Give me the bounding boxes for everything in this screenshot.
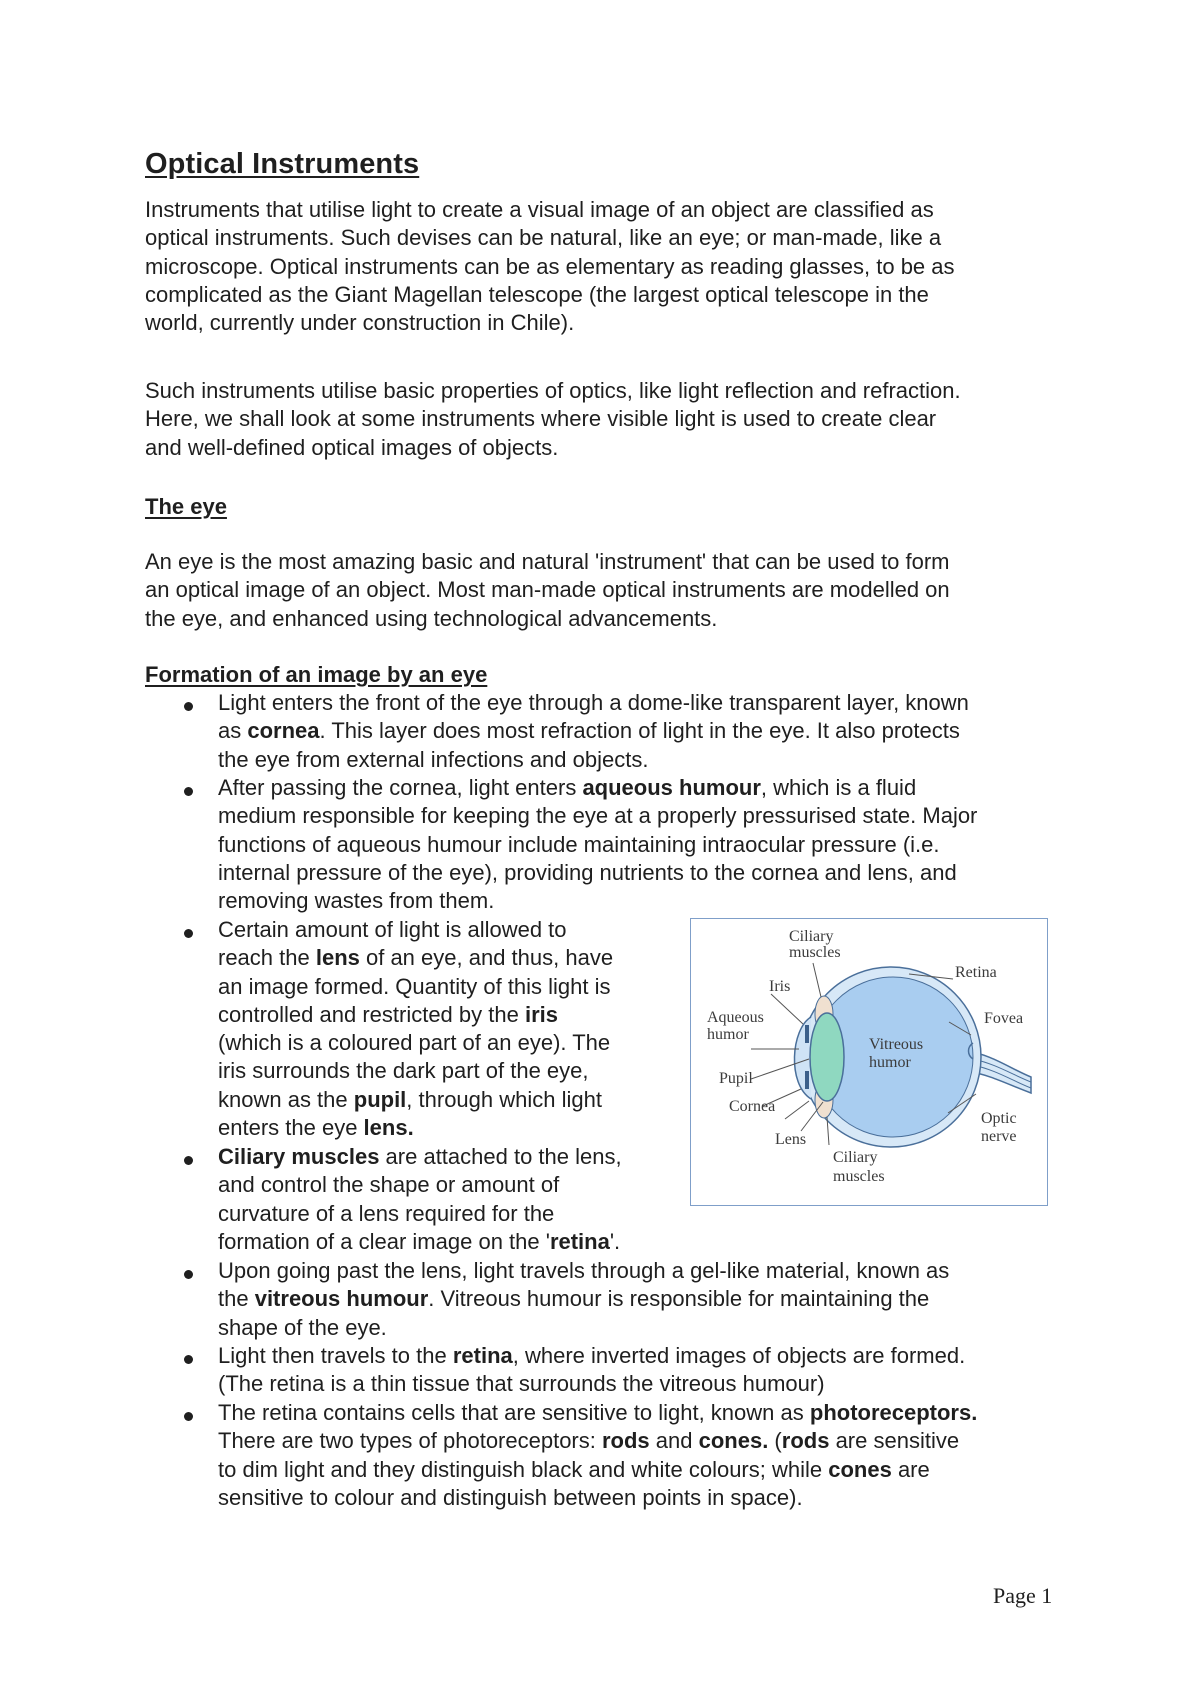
term-aqueous-humour: aqueous humour bbox=[582, 775, 761, 800]
text: as bbox=[218, 718, 248, 744]
term-lens: lens. bbox=[363, 1115, 414, 1141]
bullet-line bbox=[218, 1427, 977, 1455]
bullet-line: removing wastes from them. bbox=[218, 888, 495, 914]
label-optic-nerve-1: Optic bbox=[981, 1110, 1017, 1127]
page-number: Page 1 bbox=[993, 1583, 1053, 1608]
term-pupil: pupil bbox=[353, 1086, 407, 1112]
label-ciliary-muscles-bottom-2: muscles bbox=[833, 1168, 885, 1185]
text: Light then travels to the bbox=[218, 1343, 453, 1368]
bullet-line bbox=[218, 1342, 965, 1370]
intro-line: optical instruments. Such devises can be natural, like an eye; or man-made, like a bbox=[145, 225, 942, 251]
term-retina: retina bbox=[452, 1343, 513, 1368]
bullet-item-photoreceptors bbox=[218, 1399, 977, 1512]
bullet-line: (which is a coloured part of an eye). The bbox=[218, 1030, 611, 1056]
bullet-dot bbox=[184, 929, 193, 938]
label-iris: Iris bbox=[769, 978, 791, 995]
bullet-line: (The retina is a thin tissue that surrounds the vitreous humour) bbox=[218, 1371, 825, 1397]
text: , which is a fluid bbox=[760, 775, 917, 800]
bullet-line: Certain amount of light is allowed to bbox=[218, 917, 567, 942]
bullet-line bbox=[218, 944, 613, 972]
bullet-item-lens-iris bbox=[218, 916, 613, 1142]
text: known as the bbox=[218, 1086, 354, 1112]
term-cones: cones bbox=[828, 1456, 892, 1482]
bullet-line bbox=[218, 774, 977, 802]
properties-line: Here, we shall look at some instruments where visible light is used to create clear bbox=[145, 406, 937, 432]
text: ( bbox=[768, 1428, 782, 1454]
bullet-line bbox=[218, 1456, 977, 1484]
bullet-line bbox=[218, 1285, 949, 1313]
text: . Vitreous humour is responsible for maintaining the bbox=[428, 1286, 930, 1312]
label-pupil: Pupil bbox=[719, 1070, 753, 1087]
label-retina: Retina bbox=[955, 964, 997, 981]
bullet-line: the eye from external infections and objects. bbox=[218, 746, 649, 772]
term-lens: lens bbox=[315, 945, 360, 971]
text: '. bbox=[609, 1228, 621, 1254]
bullet-line bbox=[218, 1086, 613, 1114]
bullet-item-vitreous-humour bbox=[218, 1257, 949, 1342]
eye-intro-paragraph bbox=[145, 548, 1075, 633]
label-lens: Lens bbox=[775, 1131, 807, 1148]
label-ciliary-muscles-bottom-1: Ciliary bbox=[833, 1149, 878, 1166]
bullet-line: sensitive to colour and distinguish between points in space). bbox=[218, 1484, 803, 1510]
intro-line: complicated as the Giant Magellan telescope (the largest optical telescope in the bbox=[145, 281, 929, 307]
bullet-line bbox=[218, 717, 969, 745]
term-retina: retina bbox=[549, 1228, 610, 1254]
term-rods: rods bbox=[601, 1428, 650, 1454]
bullet-item-aqueous-humour bbox=[218, 774, 977, 915]
text: of an eye, and thus, have bbox=[359, 945, 614, 971]
lens-shape bbox=[810, 1013, 844, 1101]
label-ciliary-muscles-top-2: muscles bbox=[789, 944, 841, 961]
bullet-line: Light enters the front of the eye through a dome-like transparent layer, known bbox=[218, 690, 969, 715]
intro-line: Instruments that utilise light to create a visual image of an object are classified as bbox=[145, 197, 934, 222]
bullet-dot bbox=[184, 1270, 193, 1279]
label-ciliary-muscles-top-1: Ciliary bbox=[789, 928, 834, 945]
subheading-image-formation: Formation of an image by an eye bbox=[145, 662, 488, 687]
bullet-line: internal pressure of the eye), providing nutrients to the cornea and lens, and bbox=[218, 859, 957, 885]
bullet-line: and control the shape or amount of bbox=[218, 1172, 560, 1198]
bullet-dot bbox=[184, 702, 193, 711]
properties-line: and well-defined optical images of objects. bbox=[145, 434, 559, 460]
label-cornea: Cornea bbox=[729, 1098, 776, 1115]
label-vitreous-1: Vitreous bbox=[869, 1036, 924, 1053]
text: , through which light bbox=[406, 1086, 602, 1112]
bullet-line bbox=[218, 1228, 622, 1256]
bullet-line: shape of the eye. bbox=[218, 1314, 387, 1340]
text: and bbox=[649, 1428, 699, 1454]
text: are attached to the lens, bbox=[379, 1144, 622, 1169]
bullet-line bbox=[218, 1001, 613, 1029]
eye-diagram bbox=[691, 919, 1047, 1205]
text: reach the bbox=[218, 945, 316, 971]
eye-intro-line: An eye is the most amazing basic and natural 'instrument' that can be used to form bbox=[145, 549, 950, 574]
properties-line: Such instruments utilise basic properties of optics, like light reflection and refraction. bbox=[145, 378, 961, 403]
properties-paragraph bbox=[145, 377, 1075, 462]
section-heading-eye: The eye bbox=[145, 494, 227, 519]
label-aqueous-1: Aqueous bbox=[707, 1009, 764, 1026]
term-rods: rods bbox=[781, 1428, 830, 1454]
text: are bbox=[891, 1456, 930, 1482]
bullet-item-retina bbox=[218, 1342, 965, 1399]
term-vitreous-humour: vitreous humour bbox=[254, 1286, 429, 1312]
bullet-line: functions of aqueous humour include maintaining intraocular pressure (i.e. bbox=[218, 831, 940, 857]
eye-diagram-figure bbox=[690, 918, 1048, 1206]
bullet-item-ciliary-muscles bbox=[218, 1143, 622, 1256]
page-title: Optical Instruments bbox=[145, 148, 420, 180]
term-cornea: cornea bbox=[247, 718, 320, 744]
label-aqueous-2: humor bbox=[707, 1026, 749, 1043]
term-ciliary-muscles: Ciliary muscles bbox=[218, 1144, 380, 1169]
bullet-dot bbox=[184, 1156, 193, 1165]
bullet-line bbox=[218, 1399, 977, 1427]
label-optic-nerve-2: nerve bbox=[981, 1128, 1017, 1145]
bullet-item-cornea bbox=[218, 689, 969, 774]
eye-intro-line: an optical image of an object. Most man-made optical instruments are modelled on bbox=[145, 577, 950, 603]
bullet-dot bbox=[184, 1355, 193, 1364]
bullet-dot bbox=[184, 787, 193, 796]
intro-line: world, currently under construction in Chile). bbox=[145, 310, 575, 336]
intro-paragraph bbox=[145, 196, 1075, 337]
bullet-line: curvature of a lens required for the bbox=[218, 1200, 555, 1226]
text: There are two types of photoreceptors: bbox=[218, 1428, 602, 1454]
text: . This layer does most refraction of light in the eye. It also protects bbox=[319, 718, 960, 744]
bullet-line: iris surrounds the dark part of the eye, bbox=[218, 1058, 589, 1084]
text: , where inverted images of objects are formed. bbox=[512, 1343, 966, 1368]
text: After passing the cornea, light enters bbox=[218, 775, 583, 800]
text: enters the eye bbox=[218, 1115, 364, 1141]
term-iris: iris bbox=[524, 1001, 558, 1027]
bullet-line bbox=[218, 1114, 613, 1142]
text: are sensitive bbox=[829, 1428, 960, 1454]
text: The retina contains cells that are sensitive to light, known as bbox=[218, 1400, 810, 1425]
intro-line: microscope. Optical instruments can be as elementary as reading glasses, to be as bbox=[145, 253, 955, 279]
term-photoreceptors: photoreceptors. bbox=[809, 1400, 978, 1425]
bullet-line: Upon going past the lens, light travels through a gel-like material, known as bbox=[218, 1258, 950, 1283]
label-fovea: Fovea bbox=[984, 1010, 1024, 1027]
eye-intro-line: the eye, and enhanced using technological advancements. bbox=[145, 605, 718, 631]
term-cones: cones. bbox=[698, 1428, 769, 1454]
bullet-dot bbox=[184, 1412, 193, 1421]
text: controlled and restricted by the bbox=[218, 1001, 525, 1027]
bullet-line: medium responsible for keeping the eye at a properly pressurised state. Major bbox=[218, 803, 978, 829]
text: formation of a clear image on the ' bbox=[218, 1228, 550, 1254]
bullet-line bbox=[218, 1143, 622, 1171]
text: to dim light and they distinguish black and white colours; while bbox=[218, 1456, 829, 1482]
bullet-line: an image formed. Quantity of this light is bbox=[218, 973, 611, 999]
text: the bbox=[218, 1286, 255, 1312]
label-vitreous-2: humor bbox=[869, 1054, 911, 1071]
